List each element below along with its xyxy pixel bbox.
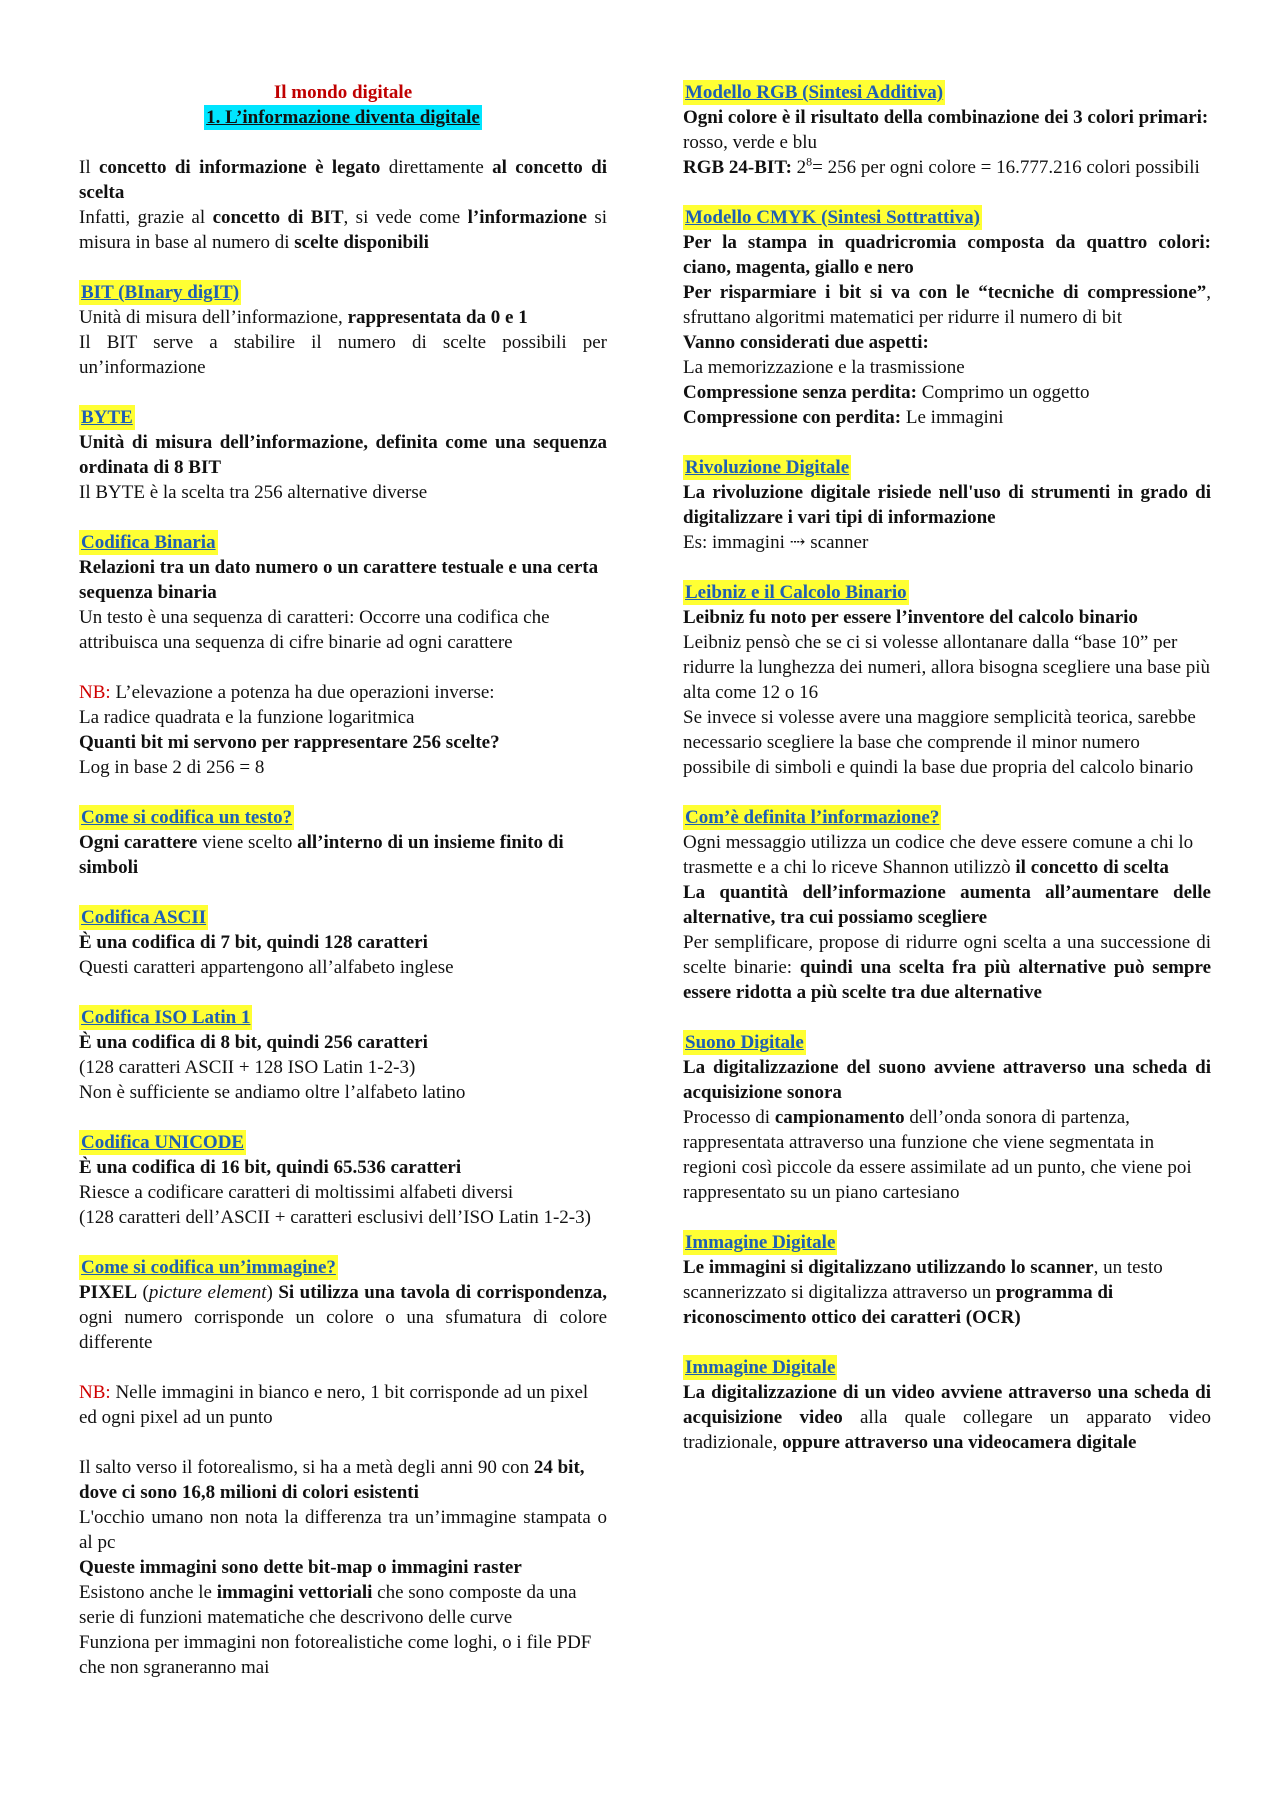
unicode-line-2: Riesce a codificare caratteri di moltissimi alfabeti diversi <box>79 1182 514 1203</box>
rivoluzione-line-2: Es: immagini ⇢ scanner <box>683 532 869 553</box>
section-heading: Modello CMYK (Sintesi Sottrattiva) <box>685 207 980 228</box>
immagine-digitale-line-1: Le immagini si digitalizzano utilizzando lo scanner, un testo scannerizzato si digitalizza attraverso un programma di riconoscimento ottico dei caratteri (OCR) <box>683 1257 1163 1328</box>
cmyk-line-6: Compressione con perdita: Le immagini <box>683 407 1004 428</box>
iso-line-3: Non è sufficiente se andiamo oltre l’alfabeto latino <box>79 1082 466 1103</box>
unicode-line-3: (128 caratteri dell’ASCII + caratteri esclusivi dell’ISO Latin 1-2-3) <box>79 1207 591 1228</box>
leibniz-line-2: Leibniz pensò che se ci si volesse allontanare dalla “base 10” per ridurre la lunghezza dei numeri, allora bisogna scegliere una base più alta come 12 o 16 <box>683 632 1211 703</box>
rivoluzione-line-1: La rivoluzione digitale risiede nell'uso di strumenti in grado di digitalizzare i vari tipi di informazione <box>683 482 1211 528</box>
cmyk-line-2: Per risparmiare i bit si va con le “tecniche di compressione”, sfruttano algoritmi matematici per ridurre il numero di bit <box>683 282 1211 328</box>
suono-line-2: Processo di campionamento dell’onda sonora di partenza, rappresentata attraverso una funzione che viene segmentata in regioni così piccole da essere assimilate ad un punto, che viene poi rappresentato su un piano cartesiano <box>683 1107 1192 1203</box>
suono-line-1: La digitalizzazione del suono avviene attraverso una scheda di acquisizione sonora <box>683 1057 1211 1103</box>
section-heading: Immagine Digitale <box>685 1357 836 1378</box>
intro-paragraph-2: Infatti, grazie al concetto di BIT, si vede come l’informazione si misura in base al numero di scelte disponibili <box>79 207 607 253</box>
section-heading: Codifica UNICODE <box>81 1132 245 1153</box>
document-title <box>79 80 607 130</box>
nb-label: NB: <box>79 1382 111 1403</box>
cmyk-line-1: Per la stampa in quadricromia composta da quattro colori: ciano, magenta, giallo e nero <box>683 232 1211 278</box>
fotorealismo-section <box>79 1455 607 1680</box>
video-digitale-line-1: La digitalizzazione di un video avviene attraverso una scheda di acquisizione video alla quale collegare un apparato video tradizionale, oppure attraverso una videocamera digitale <box>683 1382 1211 1453</box>
page-title: Il mondo digitale <box>273 82 413 103</box>
codifica-testo-section <box>79 805 607 880</box>
codifica-binaria-section <box>79 530 607 655</box>
intro-paragraph-1: Il concetto di informazione è legato direttamente al concetto di scelta <box>79 157 607 203</box>
nb-line-2: La radice quadrata e la funzione logaritmica <box>79 707 415 728</box>
section-heading: Modello RGB (Sintesi Additiva) <box>685 82 944 103</box>
unicode-line-1: È una codifica di 16 bit, quindi 65.536 caratteri <box>79 1157 462 1178</box>
definita-section <box>683 805 1211 1005</box>
suono-section <box>683 1030 1211 1205</box>
ascii-line-1: È una codifica di 7 bit, quindi 128 caratteri <box>79 932 428 953</box>
section-heading: Codifica ISO Latin 1 <box>81 1007 251 1028</box>
rgb-section <box>683 80 1211 180</box>
rivoluzione-section <box>683 455 1211 555</box>
codifica-testo-line-1: Ogni carattere viene scelto all’interno di un insieme finito di simboli <box>79 832 564 878</box>
bit-line-1: Unità di misura dell’informazione, rappresentata da 0 e 1 <box>79 307 528 328</box>
nb-bianco-nero-section <box>79 1380 607 1430</box>
cmyk-line-5: Compressione senza perdita: Comprimo un oggetto <box>683 382 1090 403</box>
codifica-binaria-line-2: Un testo è una sequenza di caratteri: Occorre una codifica che attribuisca una sequenza di cifre binarie ad ogni carattere <box>79 607 550 653</box>
fotorealismo-line-4: Esistono anche le immagini vettoriali che sono composte da una serie di funzioni matematiche che descrivono delle curve <box>79 1582 577 1628</box>
ascii-section <box>79 905 607 980</box>
leibniz-line-1: Leibniz fu noto per essere l’inventore del calcolo binario <box>683 607 1138 628</box>
nb-line-4: Log in base 2 di 256 = 8 <box>79 757 265 778</box>
section-heading: Leibniz e il Calcolo Binario <box>685 582 907 603</box>
byte-line-2: Il BYTE è la scelta tra 256 alternative diverse <box>79 482 428 503</box>
iso-line-1: È una codifica di 8 bit, quindi 256 caratteri <box>79 1032 428 1053</box>
section-heading: BIT (BInary digIT) <box>81 282 240 303</box>
byte-line-1: Unità di misura dell’informazione, definita come una sequenza ordinata di 8 BIT <box>79 432 607 478</box>
cmyk-line-4: La memorizzazione e la trasmissione <box>683 357 965 378</box>
definita-line-3: Per semplificare, propose di ridurre ogni scelta a una successione di scelte binarie: quindi una scelta fra più alternative può sempre essere ridotta a più scelte tra due alternative <box>683 932 1211 1003</box>
codifica-binaria-line-1: Relazioni tra un dato numero o un carattere testuale e una certa sequenza binaria <box>79 557 599 603</box>
left-column <box>79 80 607 1705</box>
definita-line-1: Ogni messaggio utilizza un codice che deve essere comune a chi lo trasmette e a chi lo riceve Shannon utilizzò il concetto di scelta <box>683 832 1194 878</box>
definita-line-2: La quantità dell’informazione aumenta all’aumentare delle alternative, tra cui possiamo scegliere <box>683 882 1211 928</box>
leibniz-section <box>683 580 1211 780</box>
rgb-line-1: Ogni colore è il risultato della combinazione dei 3 colori primari: rosso, verde e blu <box>683 107 1209 153</box>
section-heading: Codifica Binaria <box>81 532 216 553</box>
fotorealismo-line-1: Il salto verso il fotorealismo, si ha a metà degli anni 90 con 24 bit, dove ci sono 16,8 milioni di colori esistenti <box>79 1457 585 1503</box>
nb2-line: NB: Nelle immagini in bianco e nero, 1 bit corrisponde ad un pixel ed ogni pixel ad un punto <box>79 1382 589 1428</box>
unicode-section <box>79 1130 607 1230</box>
chapter-title: 1. L’informazione diventa digitale <box>206 107 480 128</box>
section-heading: Codifica ASCII <box>81 907 207 928</box>
cmyk-line-3: Vanno considerati due aspetti: <box>683 332 929 353</box>
nb-line-1: NB: L’elevazione a potenza ha due operazioni inverse: <box>79 682 495 703</box>
iso-latin-section <box>79 1005 607 1105</box>
rgb-line-2: RGB 24-BIT: $2^8= 256$ per ogni colore = 16.777.216 colori possibili <box>683 154 1200 178</box>
nb-logaritmo-section <box>79 680 607 780</box>
section-heading: Come si codifica un’immagine? <box>81 1257 336 1278</box>
section-heading: BYTE <box>81 407 133 428</box>
leibniz-line-3: Se invece si volesse avere una maggiore semplicità teorica, sarebbe necessario scegliere la base che comprende il minor numero possibile di simboli e quindi la base due propria del calcolo binario <box>683 707 1196 778</box>
immagine-section <box>79 1255 607 1355</box>
cmyk-section <box>683 205 1211 430</box>
immagine-digitale-section <box>683 1230 1211 1330</box>
intro-section <box>79 155 607 255</box>
right-column <box>683 80 1211 1480</box>
fotorealismo-line-5: Funziona per immagini non fotorealistiche come loghi, o i file PDF che non sgraneranno mai <box>79 1632 592 1678</box>
ascii-line-2: Questi caratteri appartengono all’alfabeto inglese <box>79 957 454 978</box>
nb-line-3: Quanti bit mi servono per rappresentare 256 scelte? <box>79 732 500 753</box>
immagine-line-1: PIXEL (picture element) Si utilizza una tavola di corrispondenza, ogni numero corrisponde un colore o una sfumatura di colore differente <box>79 1282 608 1353</box>
iso-line-2: (128 caratteri ASCII + 128 ISO Latin 1-2-3) <box>79 1057 416 1078</box>
bit-line-2: Il BIT serve a stabilire il numero di scelte possibili per un’informazione <box>79 332 607 378</box>
section-heading: Com’è definita l’informazione? <box>685 807 940 828</box>
section-heading: Immagine Digitale <box>685 1232 836 1253</box>
section-heading: Come si codifica un testo? <box>81 807 293 828</box>
fotorealismo-line-2: L'occhio umano non nota la differenza tra un’immagine stampata o al pc <box>79 1507 607 1553</box>
byte-section <box>79 405 607 505</box>
nb-label: NB: <box>79 682 111 703</box>
video-digitale-section <box>683 1355 1211 1455</box>
bit-section <box>79 280 607 380</box>
section-heading: Suono Digitale <box>685 1032 804 1053</box>
section-heading: Rivoluzione Digitale <box>685 457 850 478</box>
fotorealismo-line-3: Queste immagini sono dette bit-map o immagini raster <box>79 1557 522 1578</box>
